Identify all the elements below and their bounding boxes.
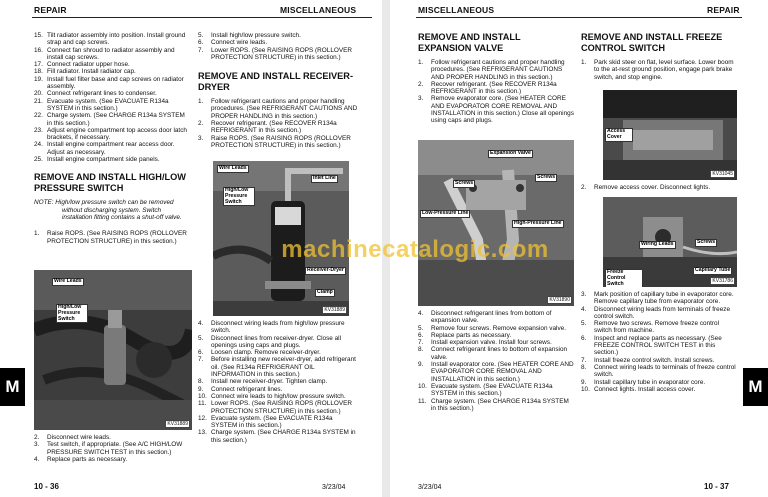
step-number: 2. (34, 434, 40, 441)
step-number: 2. (581, 184, 587, 191)
step-list (198, 32, 358, 61)
step-number: 9. (581, 378, 587, 386)
header-chapter-label: MISCELLANEOUS (280, 5, 357, 15)
step-number: 3. (34, 441, 40, 449)
step-text: Connect wiring leads to terminals of freeze control switch. (594, 363, 736, 379)
figure-id: KV31786 (712, 278, 733, 284)
step-item (34, 112, 190, 127)
step-text: Connect refrigerant lines to condenser. (47, 90, 157, 98)
step-text: Disconnect refrigerant lines from bottom of expansion valve. (431, 310, 552, 325)
step-number: 6. (418, 331, 424, 339)
right-column-1 (418, 26, 575, 125)
step-item (34, 230, 190, 245)
step-text: Disconnect lines from receiver-dryer. Close all openings using caps and plugs. (211, 334, 341, 349)
step-item (581, 320, 737, 335)
step-item (581, 291, 737, 306)
step-item (198, 393, 358, 400)
step-number: 21. (34, 97, 43, 105)
step-item (198, 356, 358, 378)
step-text: Connect lights. Install access cover. (594, 385, 696, 393)
header-section-label: REPAIR (34, 5, 67, 15)
step-number: 5. (198, 334, 204, 342)
step-number: 7. (581, 356, 587, 364)
step-number: 17. (34, 61, 43, 69)
step-list (34, 230, 190, 245)
step-text: Lower ROPS. (See RAISING ROPS (ROLLOVER PROTECTION STRUCTURE) in this section.) (211, 400, 352, 415)
step-item (34, 32, 190, 47)
step-number: 11. (418, 397, 427, 405)
left-column-2-bottom (198, 320, 358, 444)
step-text: Remove two screws. Remove freeze control switch from machine. (594, 320, 720, 335)
page-date: 3/23/04 (418, 484, 442, 491)
step-text: Connect refrigerant lines to bottom of expansion valve. (431, 346, 568, 361)
step-text: Test switch, if appropriate. (See A/C HIGH/LOW PRESSURE SWITCH TEST in this section.) (47, 441, 183, 456)
step-text: Lower ROPS. (See RAISING ROPS (ROLLOVER PROTECTION STRUCTURE) in this section.) (211, 46, 352, 61)
step-item (198, 400, 358, 415)
step-number: 6. (581, 334, 587, 342)
step-text: Evacuate system. (See EVACUATE R134a SYSTEM in this section.) (47, 97, 169, 112)
section-title-receiver-dryer: REMOVE AND INSTALL RECEIVER-DRYER (198, 71, 354, 92)
step-item (198, 378, 358, 385)
page-number: 10 - 36 (34, 482, 59, 491)
step-number: 19. (34, 75, 43, 83)
step-list (418, 59, 575, 125)
step-number: 8. (581, 363, 587, 371)
step-list (581, 291, 737, 393)
step-number: 16. (34, 46, 43, 54)
step-number: 2. (418, 80, 424, 88)
step-text: Connect refrigerant lines. (211, 385, 283, 393)
step-number: 1. (198, 98, 204, 106)
step-text: Replace parts as necessary. (431, 331, 512, 339)
step-item (581, 59, 737, 81)
step-item (581, 364, 737, 379)
figure-id: KV31890 (549, 297, 570, 303)
step-number: 24. (34, 141, 43, 149)
step-item (418, 383, 575, 398)
step-item (34, 456, 190, 463)
header-chapter-label: MISCELLANEOUS (418, 5, 495, 15)
step-number: 3. (418, 95, 424, 103)
step-item (198, 429, 358, 444)
step-text: Follow refrigerant cautions and proper handling procedures. (See REFRIGERANT CAUTIONS AND PROPER HANDLING in this section.) (431, 59, 565, 81)
callout-label: High/Low Pressure Switch (56, 304, 88, 323)
step-number: 4. (418, 310, 424, 317)
step-item (581, 335, 737, 357)
step-item (34, 156, 190, 163)
step-number: 5. (198, 32, 204, 39)
step-number: 15. (34, 32, 43, 39)
step-item (418, 325, 575, 332)
step-item (34, 141, 190, 156)
step-number: 9. (198, 385, 204, 393)
step-text: Follow refrigerant cautions and proper handling procedures. (See REFRIGERANT CAUTIONS AND PROPER HANDLING in this section.) (211, 98, 358, 120)
step-text: Disconnect wire leads. (47, 434, 111, 441)
callout-label: High/Low Pressure Switch (223, 187, 255, 206)
step-text: Inspect and replace parts as necessary. (See FREEZE CONTROL SWITCH TEST in this section.) (594, 334, 722, 357)
step-item (34, 98, 190, 113)
step-text: Install high/low pressure switch. (211, 32, 301, 39)
step-item (198, 349, 358, 356)
step-item (418, 339, 575, 346)
figure-id: KV31889 (167, 421, 188, 427)
step-number: 9. (418, 361, 424, 369)
step-text: Charge system. (See CHARGE R134a SYSTEM in this section.) (47, 112, 185, 127)
step-number: 12. (198, 414, 207, 422)
step-number: 18. (34, 68, 43, 76)
right-column-1-bottom (418, 310, 575, 412)
step-item (34, 47, 190, 62)
callout-label: Wire Leads (219, 165, 247, 171)
step-item (34, 61, 190, 68)
step-text: Install expansion valve. Install four screws. (431, 339, 552, 347)
step-item (34, 127, 190, 142)
step-item (198, 39, 358, 46)
step-text: Raise ROPS. (See RAISING ROPS (ROLLOVER PROTECTION STRUCTURE) in this section.) (47, 230, 187, 245)
callout-label: Expansion Valve (490, 150, 531, 156)
step-number: 20. (34, 90, 43, 98)
step-item (198, 32, 358, 39)
step-text: Install engine compartment side panels. (47, 156, 160, 164)
callout-label: High-Pressure Line (514, 220, 562, 226)
callout-label: Low-Pressure Line (422, 210, 469, 216)
step-text: Connect wire leads. (211, 39, 268, 47)
step-text: Remove access cover. Disconnect lights. (594, 184, 711, 191)
step-number: 5. (418, 324, 424, 332)
step-item (418, 81, 575, 96)
step-list (198, 98, 358, 149)
step-number: 7. (198, 356, 204, 364)
step-item (198, 47, 358, 62)
step-number: 13. (198, 429, 207, 437)
header-rule (32, 17, 372, 18)
step-item (418, 59, 575, 81)
step-item (198, 335, 358, 350)
step-text: Recover refrigerant. (See RECOVER R134a REFRIGERANT in this section.) (431, 80, 557, 96)
photo-access-cover (603, 90, 737, 180)
callout-label: Screws (697, 239, 716, 245)
step-item (34, 90, 190, 97)
left-column-1 (34, 32, 190, 245)
callout-label: Access Cover (605, 128, 633, 142)
step-number: 22. (34, 112, 43, 120)
step-text: Disconnect wiring leads from high/low pressure switch. (211, 320, 345, 335)
step-text: Fill radiator. Install radiator cap. (47, 68, 136, 76)
callout-label: Wiring Leads (641, 241, 674, 247)
step-text: Charge system. (See CHARGE R134a SYSTEM in this section.) (431, 397, 569, 412)
step-list (581, 184, 737, 191)
step-number: 25. (34, 156, 43, 164)
right-column-2-bottom (581, 291, 737, 393)
step-text: Install fuel filter base and cap screws on radiator assembly. (47, 75, 184, 91)
step-number: 11. (198, 400, 207, 408)
step-number: 1. (418, 59, 424, 66)
right-column-2 (581, 26, 737, 81)
step-text: Replace parts as necessary. (47, 455, 128, 463)
section-title-expansion-valve: REMOVE AND INSTALL EXPANSION VALVE (418, 32, 521, 53)
step-number: 1. (581, 59, 587, 66)
step-number: 10. (418, 382, 427, 390)
step-text: Before installing new receiver-dryer, add refrigerant oil. (See R134a REFRIGERANT OIL INFORMATION in this section.) (211, 356, 356, 379)
step-item (581, 184, 737, 191)
step-number: 7. (198, 46, 204, 54)
callout-label: Capillary Tube (695, 267, 731, 273)
step-number: 10. (581, 385, 590, 393)
photo-high-low-pressure-switch (34, 270, 192, 430)
step-list (581, 59, 737, 81)
step-item (34, 68, 190, 75)
step-text: Tilt radiator assembly into position. Install ground strap and cap screws. (47, 32, 186, 47)
step-list (34, 32, 190, 163)
callout-label: Freeze Control Switch (605, 269, 643, 287)
step-text: Remove evaporator core. (See HEATER CORE AND EVAPORATOR CORE REMOVAL AND INSTALLATION in this section.) Close all openings using caps and plugs. (431, 95, 574, 125)
step-item (198, 320, 358, 335)
step-item (418, 332, 575, 339)
section-tab-m: M (743, 368, 768, 406)
photo-expansion-valve (418, 140, 574, 306)
callout-label: Screws (455, 180, 474, 186)
step-number: 4. (198, 320, 204, 327)
step-text: Loosen clamp. Remove receiver-dryer. (211, 349, 321, 357)
step-number: 6. (198, 39, 204, 47)
right-column-2-middle (581, 184, 737, 191)
section-title-freeze-control-switch: REMOVE AND INSTALL FREEZE CONTROL SWITCH (581, 32, 723, 53)
step-item (198, 120, 358, 135)
step-item (34, 76, 190, 91)
step-item (418, 310, 575, 325)
step-item (34, 434, 190, 441)
step-number: 7. (418, 339, 424, 347)
step-item (581, 357, 737, 364)
step-item (34, 441, 190, 456)
left-column-1-bottom (34, 434, 190, 463)
callout-label: Wire Leads (54, 278, 82, 284)
step-item (198, 98, 358, 120)
step-item (418, 346, 575, 361)
step-text: Install new receiver-dryer. Tighten clamp. (211, 378, 328, 386)
step-text: Adjust engine compartment top access door latch brackets, if necessary. (47, 126, 187, 142)
step-list (198, 320, 358, 444)
callout-label: Screws (537, 174, 556, 180)
step-text: Install evaporator core. (See HEATER CORE AND EVAPORATOR CORE REMOVAL AND INSTALLATION in this section.) (431, 361, 574, 383)
step-number: 3. (581, 291, 587, 298)
header-section-label: REPAIR (707, 5, 740, 15)
step-item (198, 135, 358, 150)
page-number: 10 - 37 (704, 482, 729, 491)
step-text: Mark position of capillary tube in evaporator core. Remove capillary tube from evaporator core. (594, 291, 734, 306)
step-text: Install engine compartment rear access door. Adjust as necessary. (47, 141, 175, 156)
step-list (34, 434, 190, 463)
step-number: 2. (198, 120, 204, 128)
header-rule (416, 17, 742, 18)
step-number: 4. (581, 305, 587, 313)
step-text: Evacuate system. (See EVACUATE R134a SYSTEM in this section.) (431, 382, 553, 398)
step-text: Connect wire leads to high/low pressure switch. (211, 392, 346, 400)
left-column-2 (198, 32, 358, 149)
note-text: NOTE: High/low pressure switch can be removed without discharging system. Switch installation fitting contains a shut-off valve. (34, 199, 182, 221)
step-item (418, 95, 575, 124)
step-item (418, 398, 575, 413)
step-number: 23. (34, 126, 43, 134)
step-item (418, 361, 575, 383)
step-number: 10. (198, 392, 207, 400)
step-item (198, 386, 358, 393)
photo-freeze-control-switch (603, 197, 737, 287)
step-number: 8. (418, 346, 424, 354)
step-text: Charge system. (See CHARGE R134a SYSTEM in this section.) (211, 429, 356, 444)
step-text: Recover refrigerant. (See RECOVER R134a REFRIGERANT in this section.) (211, 120, 337, 135)
step-text: Raise ROPS. (See RAISING ROPS (ROLLOVER PROTECTION STRUCTURE) in this section.) (211, 134, 351, 149)
photo-image (34, 270, 192, 430)
watermark-text: machinecatalogic.com (281, 236, 549, 263)
step-text: Park skid steer on flat, level surface. Lower boom to the at-rest ground position, engage park brake switch, and stop engine. (594, 59, 734, 81)
callout-label: Inlet Line (313, 175, 336, 181)
step-number: 8. (198, 378, 204, 386)
page-date: 3/23/04 (322, 484, 346, 491)
step-item (581, 379, 737, 386)
step-item (581, 306, 737, 321)
step-list (418, 310, 575, 412)
figure-id: KV31889 (324, 307, 345, 313)
step-number: 1. (34, 230, 40, 238)
step-text: Evacuate system. (See EVACUATE R134a SYSTEM in this section.) (211, 414, 333, 430)
step-text: Install capillary tube in evaporator core. (594, 378, 706, 386)
step-item (198, 415, 358, 430)
section-title-high-low-switch: REMOVE AND INSTALL HIGH/LOW PRESSURE SWITCH (34, 172, 186, 193)
step-number: 4. (34, 455, 40, 463)
step-text: Connect fan shroud to radiator assembly and install cap screws. (47, 46, 175, 61)
step-number: 6. (198, 349, 204, 357)
step-text: Disconnect wiring leads from terminals of freeze control switch. (594, 305, 731, 320)
step-text: Install freeze control switch. Install screws. (594, 356, 715, 364)
step-text: Connect radiator upper hose. (47, 61, 130, 69)
step-item (581, 386, 737, 393)
callout-label: Receiver-Dryer (307, 267, 344, 273)
callout-label: Clamp (317, 289, 333, 295)
figure-id: KV31045 (712, 171, 733, 177)
step-text: Remove four screws. Remove expansion valve. (431, 324, 566, 332)
step-number: 5. (581, 320, 587, 328)
step-number: 3. (198, 134, 204, 142)
section-tab-m: M (0, 368, 25, 406)
